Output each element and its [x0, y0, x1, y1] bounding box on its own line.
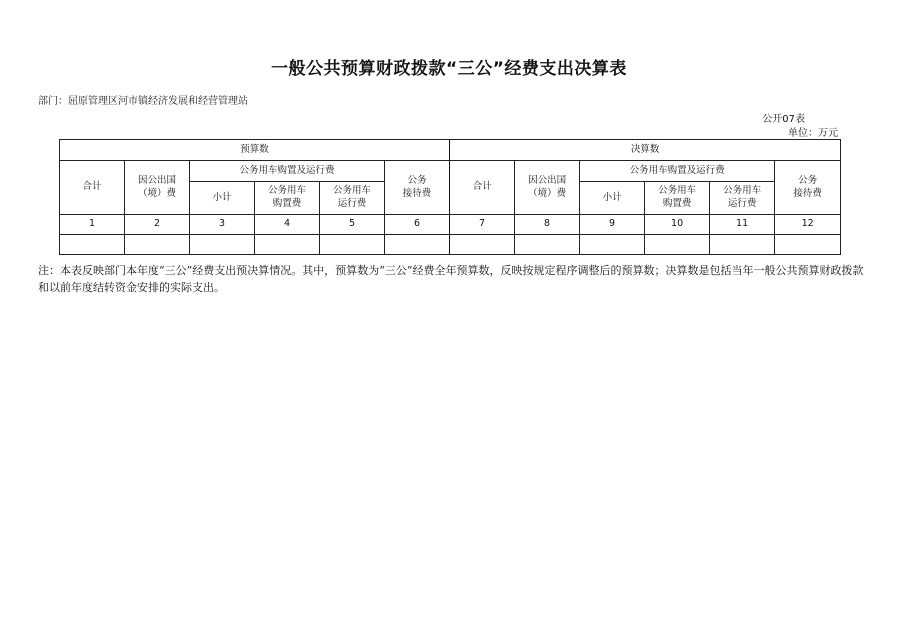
col-subtotal: 小计 — [190, 182, 255, 215]
group-header-final: 决算数 — [450, 140, 841, 161]
page-title: 一般公共预算财政拨款“三公”经费支出决算表 — [271, 59, 627, 79]
table-cell — [320, 235, 385, 255]
table-cell — [710, 235, 775, 255]
col-abroad-final — [515, 161, 580, 215]
col-total: 合计 — [60, 161, 125, 215]
col-vehicle: 公务用车购置及运行费 — [190, 161, 385, 182]
col-total-final: 合计 — [450, 161, 515, 215]
col-abroad-final-line1: 因公出国 — [528, 174, 567, 186]
table-cell — [645, 235, 710, 255]
col-reception-line1: 公务 — [407, 174, 427, 186]
col-operation-line2: 运行费 — [337, 198, 367, 209]
col-operation-final-line2: 运行费 — [727, 198, 757, 209]
expense-table — [59, 139, 841, 255]
col-abroad — [125, 161, 190, 215]
department-label: 部门：屈原管理区河市镇经济发展和经营管理站 — [38, 96, 248, 107]
col-number: 5 — [320, 215, 385, 235]
col-operation-line1: 公务用车 — [332, 185, 371, 197]
table-cell — [515, 235, 580, 255]
col-abroad-line1: 因公出国 — [137, 174, 176, 186]
table-cell — [450, 235, 515, 255]
col-purchase — [255, 182, 320, 215]
unit-label: 单位：万元 — [788, 128, 838, 139]
col-operation-final-line1: 公务用车 — [723, 185, 762, 197]
col-number: 8 — [515, 215, 580, 235]
col-reception — [385, 161, 450, 215]
col-vehicle-final: 公务用车购置及运行费 — [580, 161, 775, 182]
col-number: 12 — [775, 215, 841, 235]
table-cell — [190, 235, 255, 255]
col-operation — [320, 182, 385, 215]
col-reception-final-line2: 接待费 — [793, 187, 822, 199]
col-number: 2 — [125, 215, 190, 235]
col-number: 6 — [385, 215, 450, 235]
col-number: 11 — [710, 215, 775, 235]
table-cell — [385, 235, 450, 255]
table-cell — [775, 235, 841, 255]
col-number: 9 — [580, 215, 645, 235]
table-cell — [60, 235, 125, 255]
col-reception-final — [775, 161, 841, 215]
form-number: 公开07表 — [762, 114, 805, 125]
col-purchase-final — [645, 182, 710, 215]
col-reception-line2: 接待费 — [402, 187, 432, 199]
col-operation-final — [710, 182, 775, 215]
col-abroad-line2: （境）费 — [137, 187, 176, 199]
table-row-numbers — [60, 215, 841, 235]
col-number: 10 — [645, 215, 710, 235]
col-purchase-line1: 公务用车 — [267, 185, 306, 197]
table-row — [60, 235, 841, 255]
col-number: 4 — [255, 215, 320, 235]
col-number: 1 — [60, 215, 125, 235]
col-subtotal-final: 小计 — [580, 182, 645, 215]
table-cell — [255, 235, 320, 255]
col-number: 7 — [450, 215, 515, 235]
col-purchase-final-line1: 公务用车 — [658, 185, 697, 197]
col-abroad-final-line2: （境）费 — [528, 187, 567, 199]
table-footnote: 注：本表反映部门本年度“三公”经费支出预决算情况。其中，预算数为“三公”经费全年预算数，反映按规定程序调整后的预算数；决算数是包括当年一般公共预算财政拨款和以前年度结转资金安排的实际支出。 — [38, 264, 864, 294]
table-cell — [125, 235, 190, 255]
col-reception-final-line1: 公务 — [798, 174, 818, 186]
col-purchase-line2: 购置费 — [272, 198, 302, 209]
group-header-budget: 预算数 — [60, 140, 450, 161]
table-cell — [580, 235, 645, 255]
col-number: 3 — [190, 215, 255, 235]
col-purchase-final-line2: 购置费 — [662, 198, 692, 209]
